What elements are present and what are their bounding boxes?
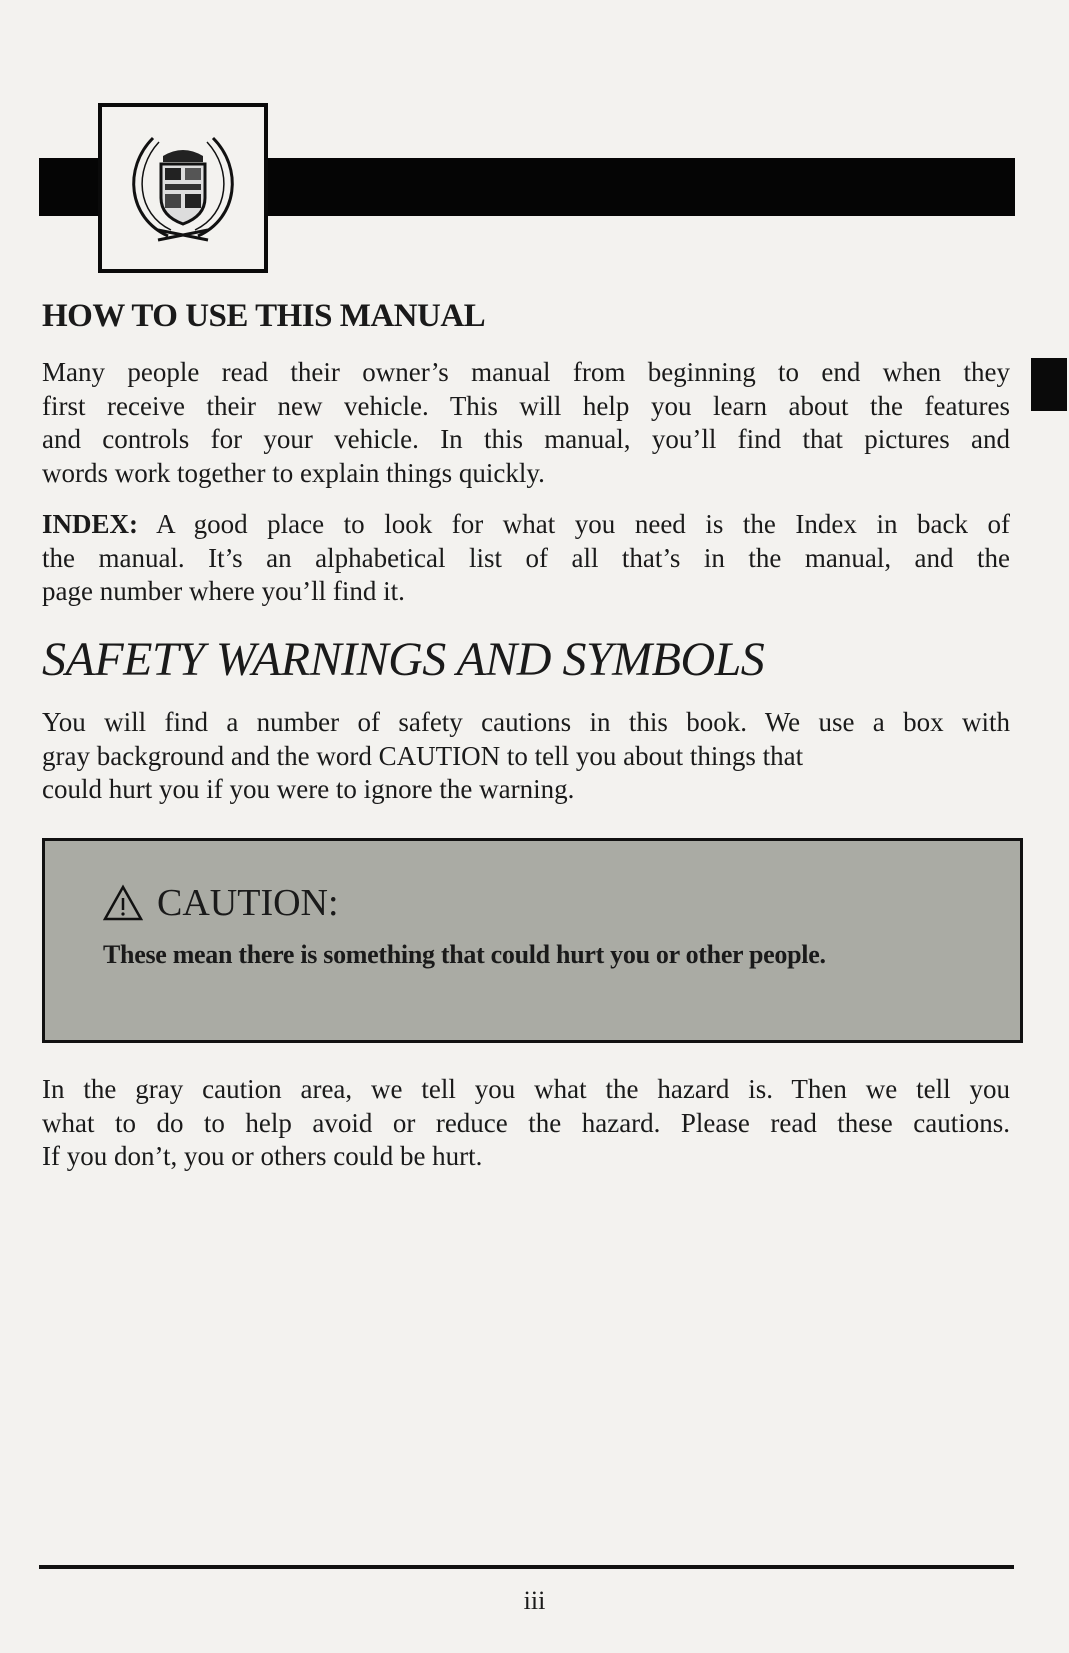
warning-triangle-icon: [103, 884, 143, 922]
text-line: what to do to help avoid or reduce the hazard. Please read these cautions.: [42, 1107, 1010, 1138]
crest-icon: [113, 118, 253, 258]
caution-title: CAUTION:: [157, 882, 339, 924]
index-paragraph: [42, 508, 1010, 609]
text-line: first receive their new vehicle. This will help you learn about the features: [42, 390, 1010, 421]
section-heading-how-to-use: HOW TO USE THIS MANUAL: [42, 298, 486, 334]
text-line: words work together to explain things quickly.: [42, 458, 545, 489]
text-line: Many people read their owner’s manual from beginning to end when they: [42, 357, 1010, 387]
page-number: iii: [523, 1586, 546, 1615]
section-tab-marker: [1031, 358, 1067, 411]
text-line: page number where you’ll find it.: [42, 576, 405, 607]
text-line: the manual. It’s an alphabetical list of all that’s in the manual, and the: [42, 542, 1010, 573]
text-line: could hurt you if you were to ignore the warning.: [42, 774, 575, 805]
cadillac-crest-logo: [98, 103, 268, 273]
text-line: and controls for your vehicle. In this manual, you’ll find that pictures and: [42, 424, 1010, 455]
intro-paragraph: [42, 356, 1010, 491]
caution-text: These mean there is something that could hurt you or other people.: [103, 940, 826, 969]
text-line: A good place to look for what you need is the Index in back of: [138, 509, 1010, 539]
text-line: gray background and the word CAUTION to tell you about things that: [42, 740, 804, 771]
text-line: If you don’t, you or others could be hurt.: [42, 1141, 483, 1172]
text-line: You will find a number of safety cautions in this book. We use a box with: [42, 707, 1010, 737]
text-line: In the gray caution area, we tell you what the hazard is. Then we tell you: [42, 1074, 1010, 1104]
caution-box: [42, 838, 1023, 1043]
index-label: INDEX:: [42, 509, 139, 539]
safety-intro-paragraph: [42, 706, 1010, 807]
footer-rule: [39, 1565, 1014, 1569]
section-heading-safety: SAFETY WARNINGS AND SYMBOLS: [42, 633, 765, 686]
caution-explanation-paragraph: [42, 1073, 1010, 1174]
